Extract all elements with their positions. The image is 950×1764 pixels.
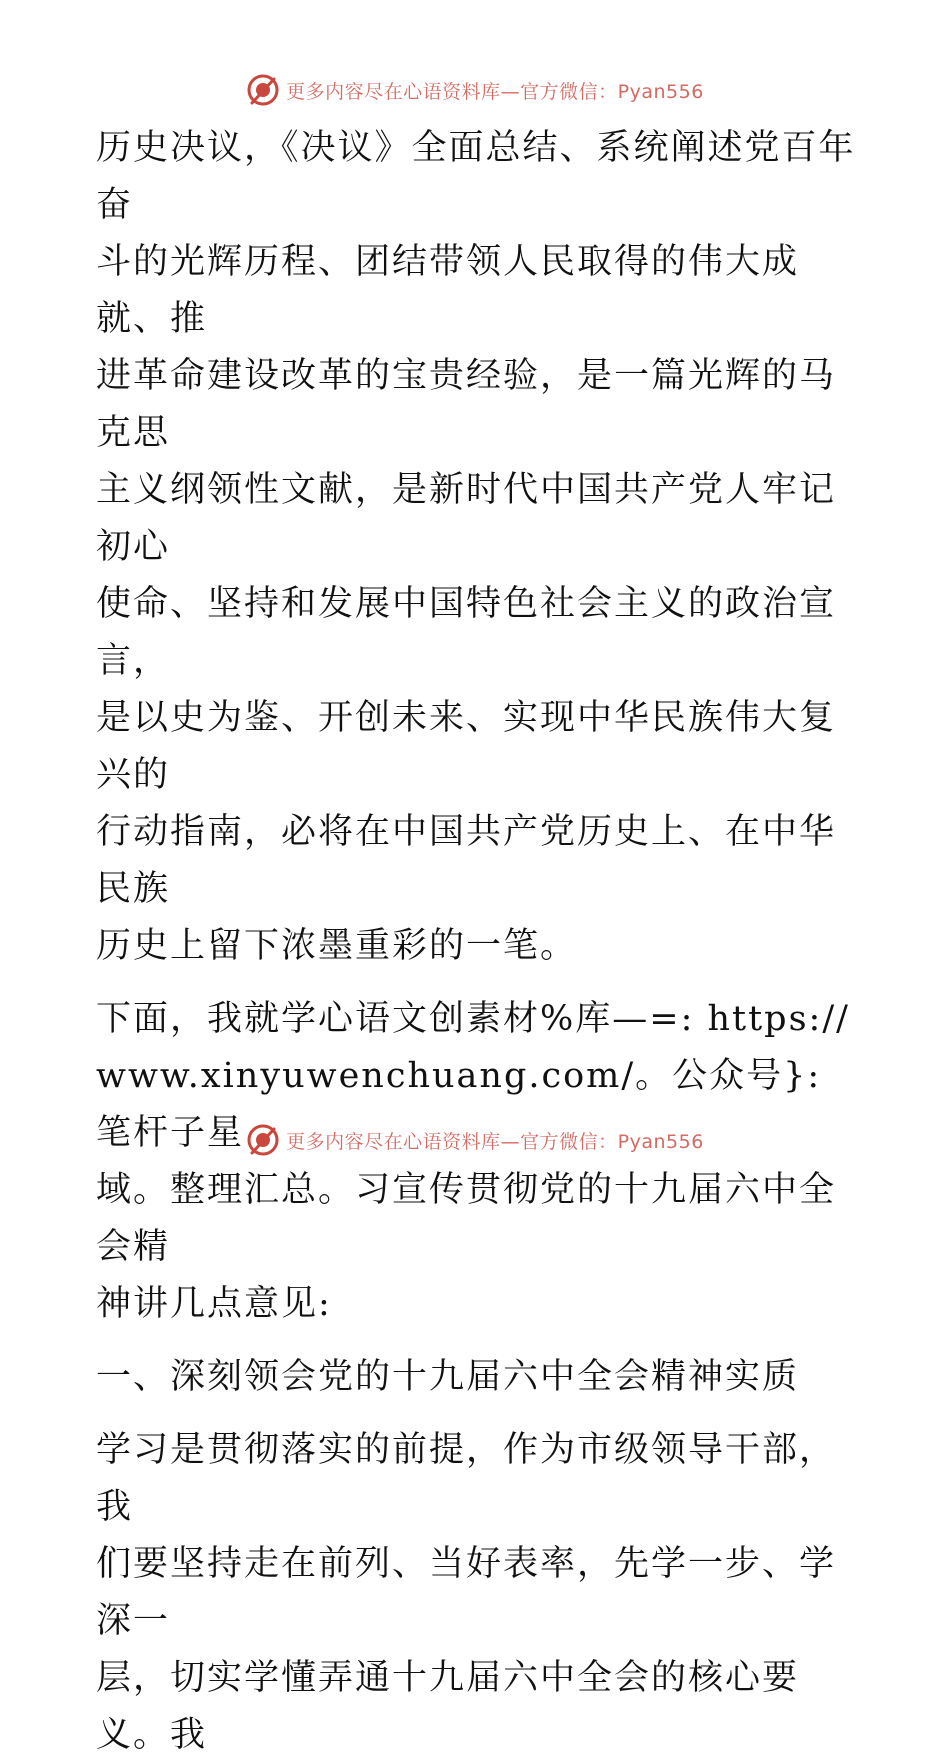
paragraph-intro: 下面，我就学心语文创素材%库—=: https:// www.xinyuwenchuang.com/。公众号}: 笔杆子星 域。整理汇总。习宣传贯彻党的十九届六中全会精 神讲几点意见: <box>96 999 850 1324</box>
section-heading: 一、深刻领会党的十九届六中全会精神实质 <box>96 1357 800 1397</box>
seal-logo-icon <box>246 73 280 107</box>
paragraph-resolution: 历史决议，《决议》全面总结、系统阐述党百年奋 斗的光辉历程、团结带领人民取得的伟大成就、推 进革命建设改革的宝贵经验，是一篇光辉的马克思 主义纲领性文献，是新时代中国共产党人牢记初心 使命、坚持和发展中国特色社会主义的政治宣言， 是以史为鉴、开创未来、实现中华民族伟大复兴的 行动指南，必将在中国共产党历史上、在中华民族 历史上留下浓墨重彩的一笔。 <box>96 128 856 966</box>
document-body <box>96 120 856 1764</box>
header-banner <box>0 70 950 110</box>
footer-banner-text: 更多内容尽在心语资料库—官方微信：Pyan556 <box>286 1130 704 1153</box>
paragraph-study: 学习是贯彻落实的前提，作为市级领导干部，我 们要坚持走在前列、当好表率，先学一步、学深一 层，切实学懂弄通十九届六中全会的核心要义。我 <box>96 1430 837 1755</box>
header-banner-text: 更多内容尽在心语资料库—官方微信：Pyan556 <box>286 80 704 103</box>
seal-logo-icon <box>246 1123 280 1157</box>
footer-banner <box>0 1120 950 1160</box>
